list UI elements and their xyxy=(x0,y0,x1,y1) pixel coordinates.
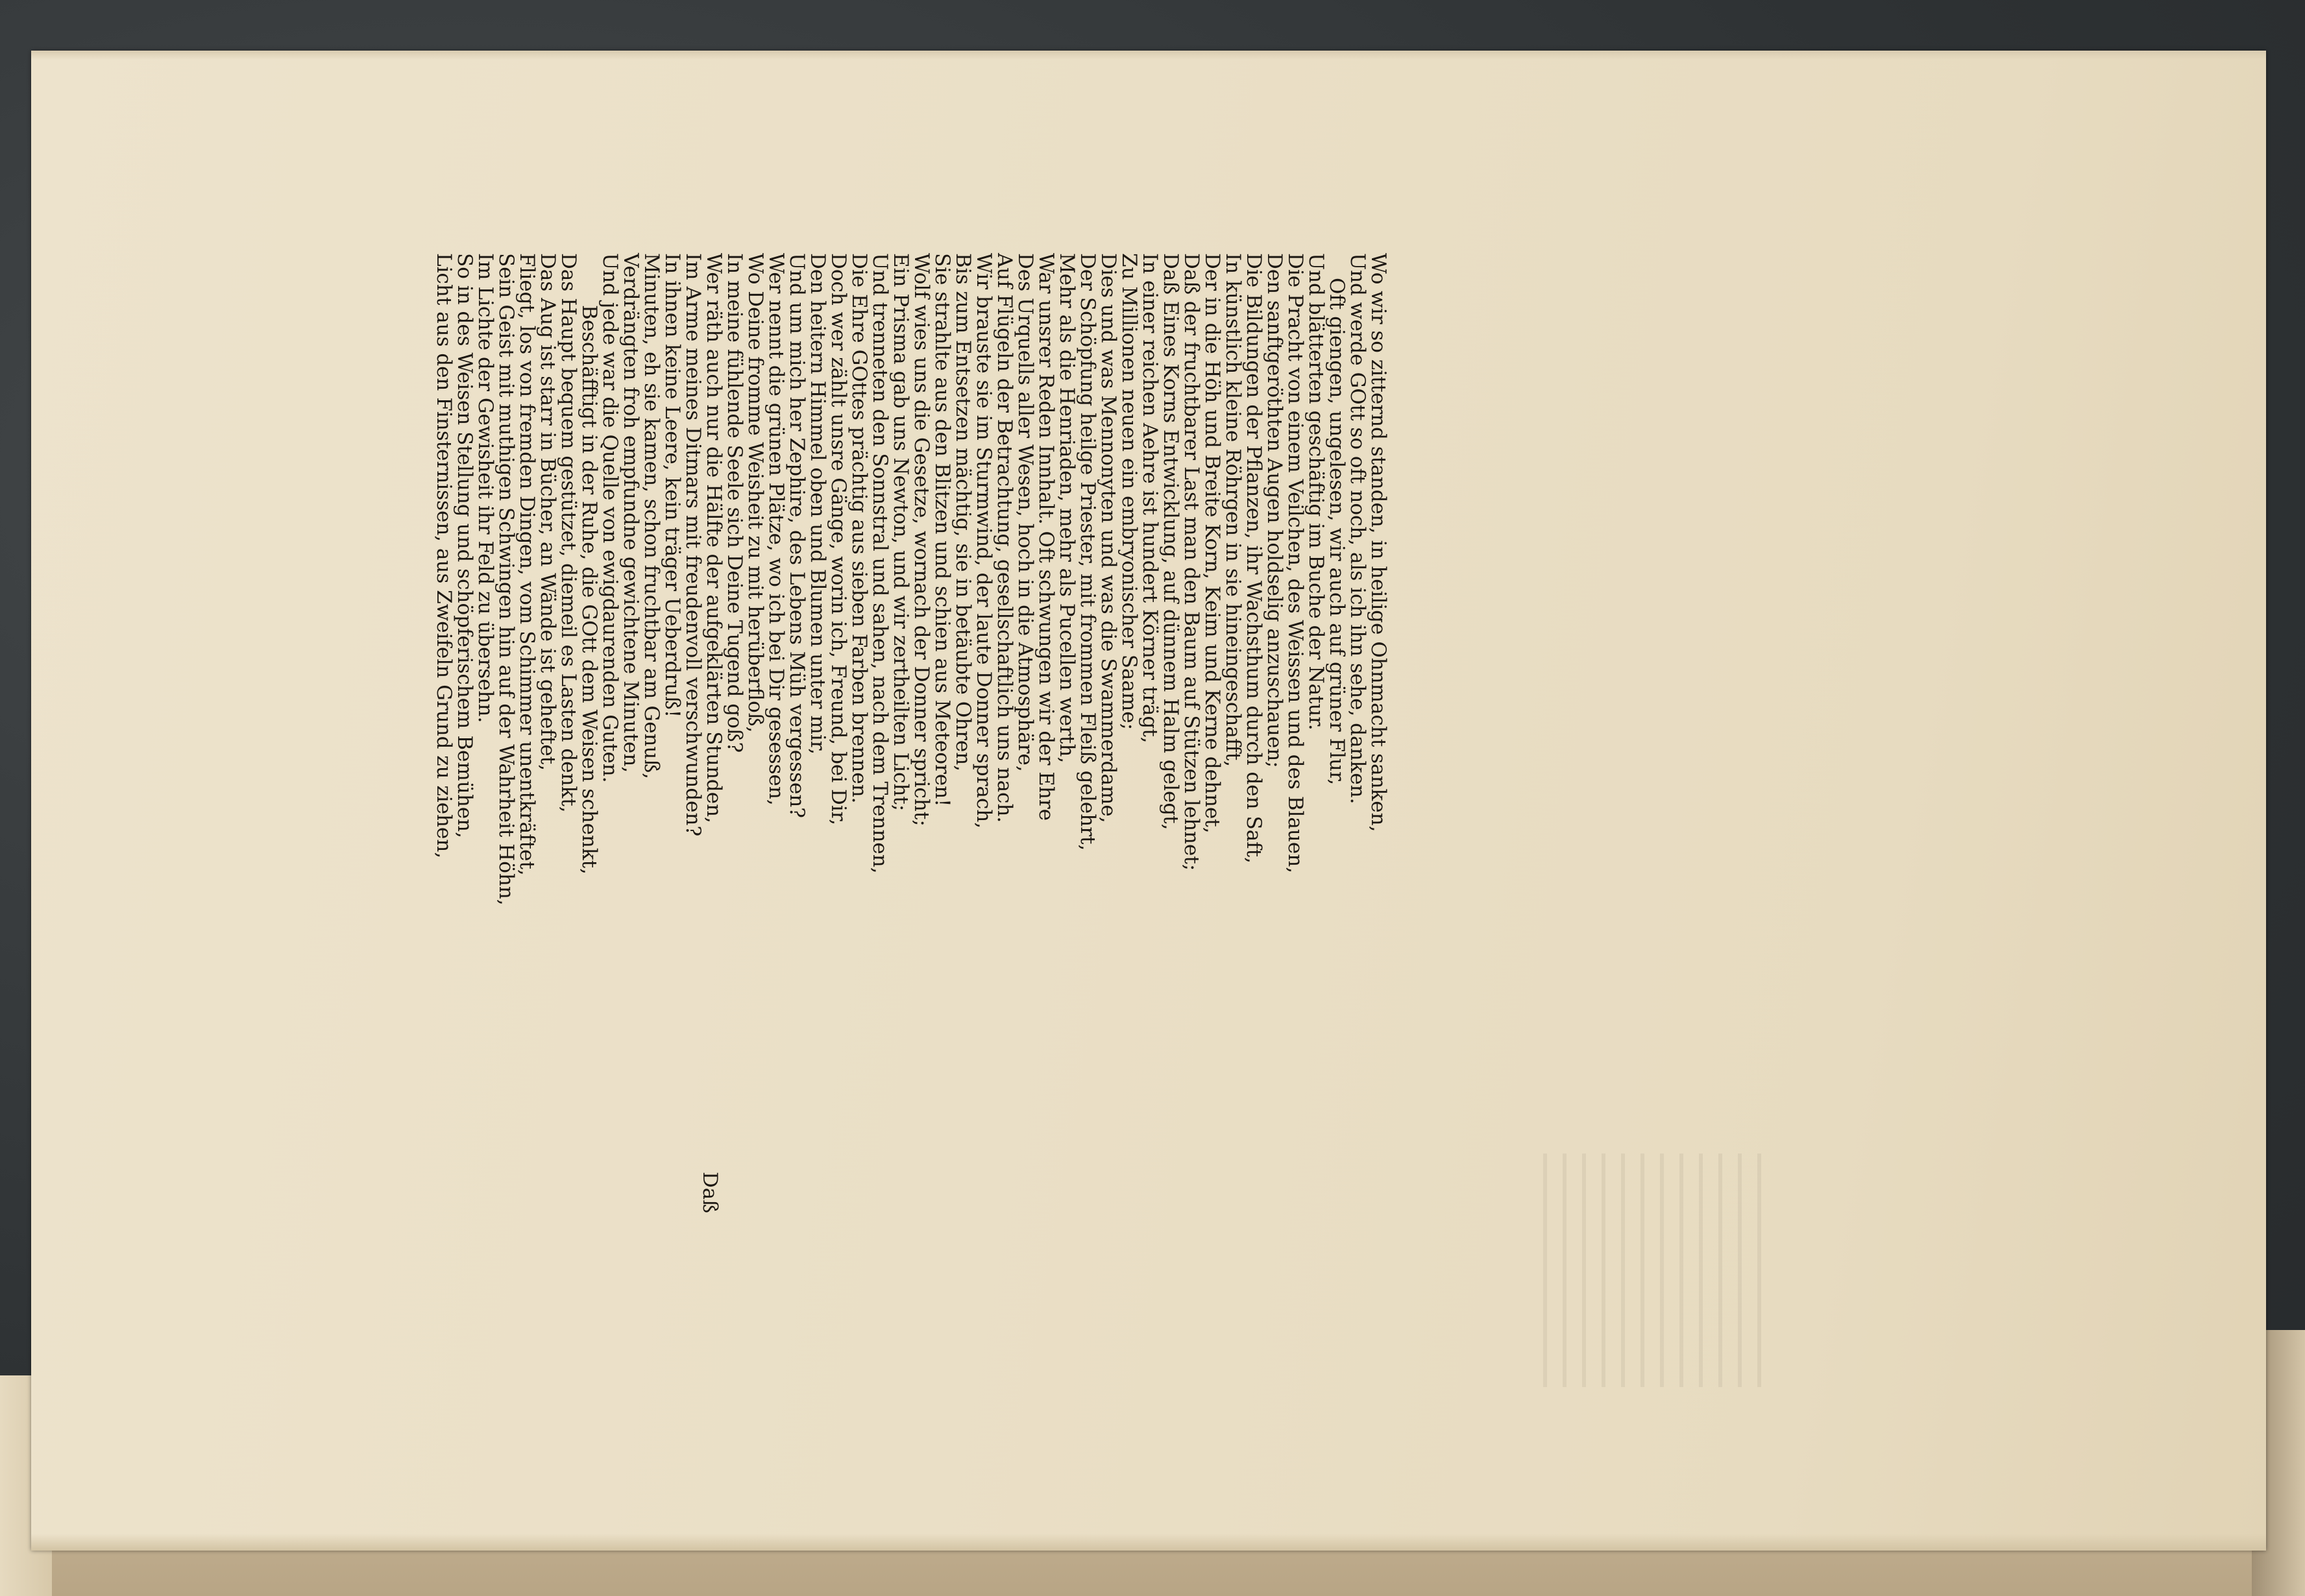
poem-line: Zu Millionen neuen ein embryonischer Saame; xyxy=(1117,253,1141,731)
poem-line: Das Aug ist starr in Bücher, an Wände ist geheftet, xyxy=(536,253,559,771)
poem-line: Wir brauste sie im Sturmwind, der laute Donner sprach, xyxy=(972,253,995,829)
poem-line: Der Schöpfung heilge Priester, mit frommen Fleiß gelehrt, xyxy=(1076,253,1099,851)
poem-line: Und jede war die Quelle von ewigdaurenden Guten. xyxy=(598,253,622,783)
poem-line: Bis zum Entsetzen mächtig, sie in betäubte Ohren, xyxy=(951,253,975,772)
poem-line: Des Urquells aller Wesen, hoch in die Atmosphäre, xyxy=(1014,253,1037,772)
show-through-shadow xyxy=(1543,1154,1777,1387)
page-top-edge xyxy=(31,51,2266,60)
poem-line: In künstlich kleine Röhrgen in sie hineingeschafft, xyxy=(1221,253,1245,768)
poem-line: Sein Geist mit muthigen Schwingen hin auf der Wahrheit Höhn, xyxy=(494,253,518,906)
poem-line: Im Arme meines Ditmars mit freudenvoll verschwunden? xyxy=(681,253,705,837)
catchword: Daß xyxy=(698,1171,722,1213)
poem-line: Und werde GOtt so oft noch, als ich ihn sehe, danken. xyxy=(1346,253,1369,804)
poem-line: Wo wir so zitternd standen, in heilige Ohnmacht sanken, xyxy=(1367,253,1390,832)
poem-line: Daß der fruchtbarer Last man den Baum auf Stützen lehnet; xyxy=(1180,253,1203,871)
poem-line: Im Lichte der Gewisheit ihr Feld zu übersehn. xyxy=(474,253,497,723)
poem-line: Minuten, eh sie kamen, schon fruchtbar am Genuß, xyxy=(640,253,663,780)
poem-line: So in des Weisen Stellung und schöpferischem Bemühen, xyxy=(453,253,476,838)
poem-line: Die Ehre GOttes prächtig aus sieben Farben brennen. xyxy=(848,253,871,804)
page-bottom-edge xyxy=(31,1534,2266,1551)
poem-line: Den sanftgeröthten Augen holdselig anzuschauen; xyxy=(1263,253,1286,768)
poem-line: In einer reichen Aehre ist hundert Körner trägt, xyxy=(1138,253,1162,744)
poem-line: Und blätterten geschäftig im Buche der Natur. xyxy=(1304,253,1328,731)
poem-line: Den heitern Himmel oben und Blumen unter mir, xyxy=(806,253,829,755)
poem-text-block xyxy=(432,253,1390,1213)
poem-line: Der in die Höh und Breite Korn, Keim und Kerne dehnet, xyxy=(1201,253,1224,834)
poem-line: Verdrängten froh empfundne gewichtene Minuten, xyxy=(619,253,642,773)
poem-line: Daß Eines Korns Entwicklung, auf dünnem Halm gelegt, xyxy=(1159,253,1182,830)
poem-line: Oft giengen, ungelesen, wir auch auf grüner Flur, xyxy=(1325,278,1348,786)
poem-line: Auf Flügeln der Betrachtung, gesellschaftlich uns nach. xyxy=(993,253,1016,823)
poem-line: Licht aus den Finsternissen, aus Zweifeln Grund zu ziehen, xyxy=(432,253,456,859)
poem-line: Wer räth auch nur die Hälfte der aufgeklärten Stunden, xyxy=(702,253,726,823)
poem-line: Dies und was Mennonyten und was die Swammerdame, xyxy=(1097,253,1120,823)
poem-line: Ein Prisma gab uns Newton, und wir zertheilten Licht; xyxy=(889,253,912,812)
poem-line: In ihnen keine Leere, kein träger Ueberdruß! xyxy=(661,253,684,718)
poem-line: Wer nennt die grünen Plätze, wo ich bei Dir gesessen, xyxy=(764,253,788,806)
poem-line: War unsrer Reden Innhalt. Oft schwungen wir der Ehre xyxy=(1034,253,1058,821)
poem-line: Und trenneten den Sonnstral und sahen, nach dem Trennen, xyxy=(868,253,892,874)
poem-line: Wo Deine fromme Weisheit zu mit herüberfloß, xyxy=(744,253,767,733)
poem-line: In meine fühlende Seele sich Deine Tugend goß? xyxy=(723,253,746,753)
poem-line: Die Pracht von einem Veilchen, des Weissen und des Blauen, xyxy=(1284,253,1307,874)
poem-line: Mehr als die Henriaden, mehr als Pucellen werth, xyxy=(1055,253,1079,764)
poem-line: Sie strahlte aus den Blitzen und schien aus Meteoren! xyxy=(931,253,954,807)
poem-line: Und um mich her Zephire, des Lebens Müh vergessen? xyxy=(785,253,809,818)
poem-line: Wolf wies uns die Gesetze, wornach der Donner spricht; xyxy=(910,253,933,827)
poem-line: Beschäfftigt in der Ruhe, die GOtt dem Weisen schenkt, xyxy=(578,305,601,875)
poem-line: Das Haupt bequem gestützet, diemeil es Lasten denkt, xyxy=(557,253,580,813)
poem-line: Die Bildungen der Pflanzen, ihr Wachsthum durch den Saft, xyxy=(1242,253,1265,864)
poem-line: Doch wer zählt unsre Gänge, worin ich, Freund, bei Dir, xyxy=(827,253,850,826)
poem-line: Fliegt, los von fremden Dingen, vom Schimmer unentkräftet, xyxy=(515,253,539,876)
